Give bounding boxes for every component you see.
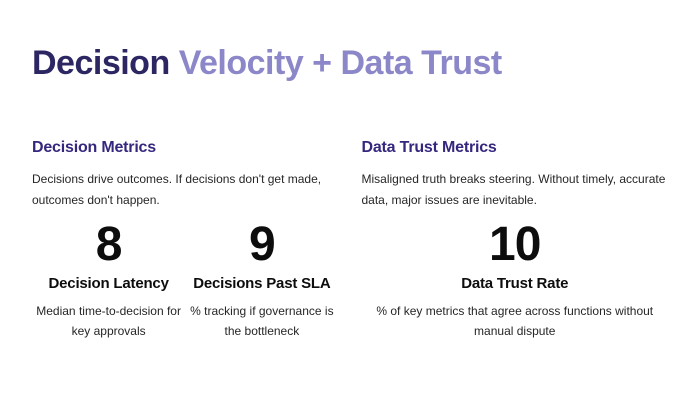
page-title [32,46,668,80]
metric-data-trust-rate [362,218,669,341]
section-description-data-trust-metrics: Misaligned truth breaks steering. Without timely, accurate data, major issues are inevitable. [361,172,666,207]
section-decision-metrics [32,138,339,341]
metric-caption-decision-latency: Median time-to-decision for key approvals [36,304,181,338]
metric-value-data-trust-rate: 10 [489,218,541,271]
section-heading-decision-metrics: Decision Metrics [32,139,156,156]
section-data-trust-metrics [362,138,669,341]
metric-decision-latency [32,218,185,341]
metric-caption-decisions-past-sla: % tracking if governance is the bottleneck [190,304,334,338]
metric-label-decisions-past-sla: Decisions Past SLA [193,275,331,292]
metric-label-data-trust-rate: Data Trust Rate [461,275,569,292]
metrics-columns [32,138,668,341]
section-heading-data-trust-metrics: Data Trust Metrics [361,139,497,156]
metric-value-decisions-past-sla: 9 [249,218,275,271]
page-title-primary: Decision [32,44,170,82]
section-description-decision-metrics: Decisions drive outcomes. If decisions don't get made, outcomes don't happen. [32,172,322,207]
metric-label-decision-latency: Decision Latency [48,275,169,292]
data-trust-metrics-row [362,218,669,341]
decision-metrics-row [32,218,339,341]
metric-caption-data-trust-rate: % of key metrics that agree across functions without manual dispute [376,304,654,338]
page-title-secondary: Velocity + Data Trust [178,44,502,82]
metric-decisions-past-sla [185,218,338,341]
metric-value-decision-latency: 8 [95,218,122,271]
